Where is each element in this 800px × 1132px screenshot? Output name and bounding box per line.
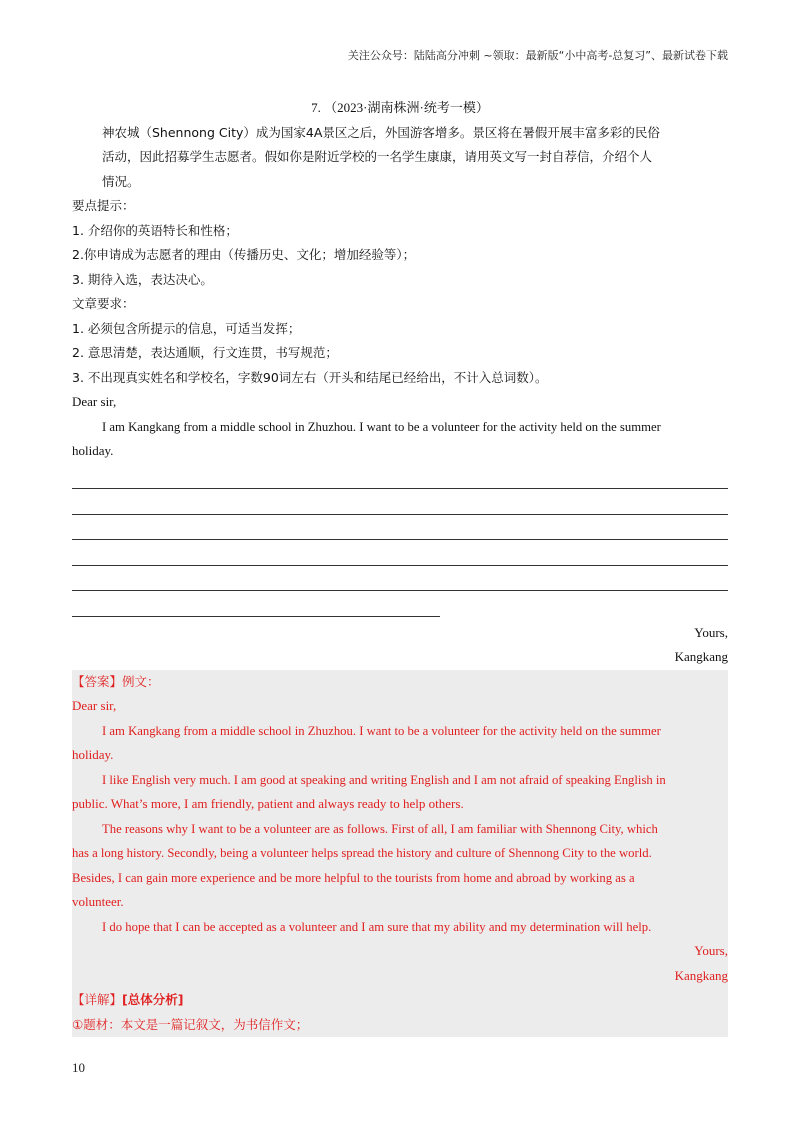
detail-heading-line <box>72 988 728 1013</box>
letter-closing: Yours, <box>694 624 728 640</box>
page-content <box>72 96 728 1037</box>
answer-box <box>72 670 728 1038</box>
writing-line[interactable] <box>72 591 440 617</box>
letter-opening: I am Kangkang from a middle school in Zhuzhou. I want to be a volunteer for the activity held on the summer <box>102 419 661 434</box>
answer-paragraph-line: I am Kangkang from a middle school in Zhuzhou. I want to be a volunteer for the activity held on the summer <box>102 723 661 738</box>
point-item: 3. 期待入选，表达决心。 <box>72 271 213 287</box>
point-item: 2.你申请成为志愿者的理由（传播历史、文化；增加经验等）； <box>72 247 416 262</box>
answer-paragraph-line: The reasons why I want to be a volunteer are as follows. First of all, I am familiar with Shennong City, which <box>102 821 658 836</box>
answer-paragraph-line: public. What’s more, I am friendly, patient and always ready to help others. <box>72 796 464 811</box>
requirement-item: 1. 必须包含所提示的信息，可适当发挥； <box>72 320 301 336</box>
point-item: 1. 介绍你的英语特长和性格； <box>72 222 238 238</box>
page-header: 关注公众号：陆陆高分冲刺 ~领取：最新版“小中高考-总复习”、最新试卷下载 <box>347 49 728 62</box>
answer-paragraph-line: has a long history. Secondly, being a volunteer helps spread the history and culture of Shennong City to the world. <box>72 846 652 860</box>
writing-line[interactable] <box>72 464 728 490</box>
requirement-item: 3. 不出现真实姓名和学校名，字数90词左右（开头和结尾已经给出，不计入总词数）。 <box>72 369 548 385</box>
requirements-title: 文章要求： <box>72 296 135 311</box>
writing-line[interactable] <box>72 566 728 592</box>
points-title: 要点提示： <box>72 198 135 213</box>
letter-signature: Kangkang <box>674 649 728 664</box>
answer-paragraph-line: I like English very much. I am good at speaking and writing English and I am not afraid of speaking English in <box>102 772 666 787</box>
detail-label: 【详解】 <box>72 992 123 1007</box>
answer-greeting: Dear sir, <box>72 698 117 713</box>
prompt-line: 情况。 <box>102 173 140 189</box>
writing-line[interactable] <box>72 540 728 566</box>
answer-label: 【答案】例文： <box>72 673 160 689</box>
prompt-line: 神农城（Shennong City）成为国家4A景区之后，外国游客增多。景区将在暑假开展丰富多彩的民俗 <box>102 124 660 140</box>
writing-line[interactable] <box>72 515 728 541</box>
requirement-item: 2. 意思清楚，表达通顺，行文连贯，书写规范； <box>72 345 338 360</box>
letter-opening: holiday. <box>72 443 114 458</box>
answer-paragraph-line: Besides, I can gain more experience and be more helpful to the tourists from home and abroad by working as a <box>72 870 635 885</box>
answer-paragraph-line: I do hope that I can be accepted as a volunteer and I am sure that my ability and my determination will help. <box>102 919 652 934</box>
answer-paragraph-line: volunteer. <box>72 894 124 909</box>
answer-closing: Yours, <box>694 943 728 958</box>
answer-paragraph-line: holiday. <box>72 747 114 762</box>
detail-line: ①题材：本文是一篇记叙文，为书信作文； <box>72 1016 309 1032</box>
writing-line[interactable] <box>72 489 728 515</box>
page-number: 10 <box>72 1060 85 1075</box>
answer-signature: Kangkang <box>674 967 728 983</box>
detail-heading: [总体分析] <box>122 992 184 1007</box>
question-number: 7. （2023·湖南株洲·统考一模） <box>311 100 489 115</box>
prompt-line: 活动，因此招募学生志愿者。假如你是附近学校的一名学生康康，请用英文写一封自荐信，介绍个人 <box>102 149 653 164</box>
letter-greeting: Dear sir, <box>72 394 117 409</box>
